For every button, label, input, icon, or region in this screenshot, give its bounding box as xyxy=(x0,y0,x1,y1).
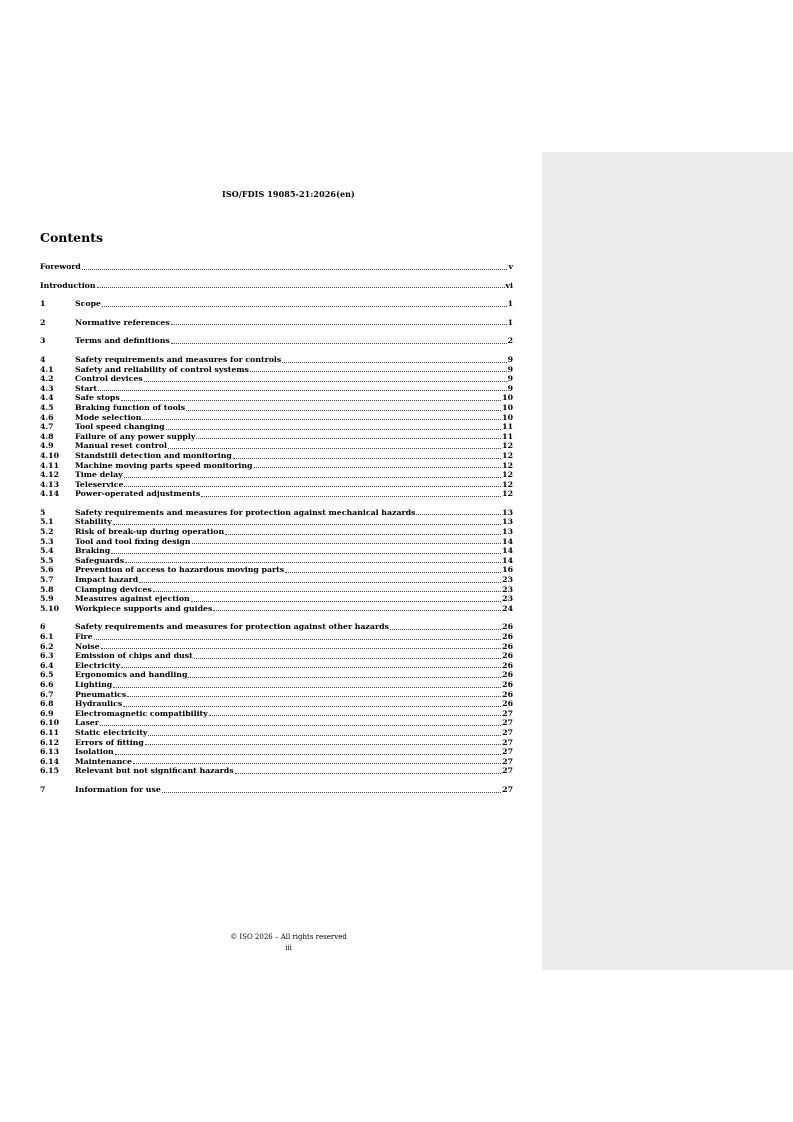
toc-entry-title: Foreword xyxy=(40,262,81,271)
toc-dot-leader xyxy=(171,318,507,325)
toc-entry-title: Maintenance xyxy=(75,756,132,766)
toc-entry-title: Manual reset control xyxy=(75,441,167,451)
toc-entry-title: Emission of chips and dust xyxy=(75,651,193,661)
toc-entry-title: Electromagnetic compatibility xyxy=(75,708,208,718)
toc-dot-leader xyxy=(168,442,501,449)
toc-entry-title: Mode selection xyxy=(75,412,142,422)
contents-title: Contents xyxy=(40,230,104,245)
toc-entry[interactable] xyxy=(40,690,513,700)
toc-entry-title: Isolation xyxy=(75,747,114,757)
toc-entry[interactable] xyxy=(40,336,513,346)
toc-entry-number: 4.13 xyxy=(40,479,59,489)
comment-pane xyxy=(542,152,793,970)
toc-entry-page: 27 xyxy=(502,708,513,718)
toc-entry-page: 24 xyxy=(502,603,513,613)
toc-entry-number: 6.9 xyxy=(40,708,54,718)
toc-entry[interactable] xyxy=(40,422,513,432)
toc-entry-page: 26 xyxy=(502,699,513,709)
toc-entry[interactable] xyxy=(40,604,513,614)
toc-entry-title: Clamping devices xyxy=(75,584,152,594)
toc-entry-title: Stability xyxy=(75,517,112,527)
toc-dot-leader xyxy=(101,642,502,649)
toc-entry-number: 6.4 xyxy=(40,660,54,670)
toc-entry[interactable] xyxy=(40,785,513,795)
toc-entry-number: 4.12 xyxy=(40,470,59,480)
toc-dot-leader xyxy=(225,528,501,535)
toc-dot-leader xyxy=(166,423,502,430)
toc-entry-page: 23 xyxy=(502,575,513,585)
toc-dot-leader xyxy=(145,738,501,745)
toc-entry[interactable] xyxy=(40,594,513,604)
toc-dot-leader xyxy=(121,394,501,401)
toc-entry-number: 6.5 xyxy=(40,670,54,680)
toc-entry[interactable] xyxy=(40,432,513,442)
toc-dot-leader xyxy=(124,471,501,478)
toc-entry-title: Impact hazard xyxy=(75,575,139,585)
toc-entry-page: 26 xyxy=(502,670,513,680)
toc-entry-number: 6.3 xyxy=(40,651,54,661)
toc-entry-number: 4.3 xyxy=(40,383,54,393)
toc-entry-title: Tool speed changing xyxy=(75,422,165,432)
toc-entry-number: 5.1 xyxy=(40,517,54,527)
toc-entry-page: 12 xyxy=(502,460,513,470)
toc-dot-leader xyxy=(186,404,501,411)
toc-entry-page: 26 xyxy=(502,651,513,661)
toc-entry-page: 1 xyxy=(507,299,513,309)
toc-entry-number: 6.13 xyxy=(40,747,59,757)
toc-entry[interactable] xyxy=(40,441,513,451)
toc-entry-page: 14 xyxy=(502,546,513,556)
toc-spacer xyxy=(40,309,513,318)
toc-entry[interactable] xyxy=(40,508,513,518)
toc-entry[interactable] xyxy=(40,489,513,499)
toc-entry-number: 5.5 xyxy=(40,555,54,565)
toc-dot-leader xyxy=(194,652,501,659)
toc-entry-title: Safe stops xyxy=(75,393,120,403)
toc-entry[interactable] xyxy=(40,470,513,480)
toc-entry-title: Pneumatics xyxy=(75,689,127,699)
toc-entry[interactable] xyxy=(40,738,513,748)
toc-dot-leader xyxy=(191,595,501,602)
page-footer xyxy=(40,932,537,954)
toc-entry[interactable] xyxy=(40,262,513,272)
toc-entry[interactable] xyxy=(40,766,513,776)
toc-entry-title: Prevention of access to hazardous moving parts xyxy=(75,565,285,575)
toc-dot-leader xyxy=(148,729,501,736)
toc-dot-leader xyxy=(192,537,502,544)
toc-entry-number: 4 xyxy=(40,354,46,364)
toc-entry-page: 2 xyxy=(507,336,513,346)
toc-spacer xyxy=(40,346,513,355)
toc-entry-title: Safety requirements and measures for controls xyxy=(75,354,282,364)
toc-dot-leader xyxy=(250,365,507,372)
toc-entry[interactable] xyxy=(40,747,513,757)
toc-entry[interactable] xyxy=(40,585,513,595)
toc-entry[interactable] xyxy=(40,403,513,413)
page-number: iii xyxy=(285,944,292,952)
toc-entry[interactable] xyxy=(40,575,513,585)
toc-entry-page: 13 xyxy=(502,507,513,517)
toc-entry[interactable] xyxy=(40,670,513,680)
toc-entry[interactable] xyxy=(40,699,513,709)
toc-dot-leader xyxy=(125,556,501,563)
toc-entry-number: 6.1 xyxy=(40,632,54,641)
toc-entry-number: 4.5 xyxy=(40,402,54,412)
table-of-contents xyxy=(40,262,513,795)
toc-entry-title: Terms and definitions xyxy=(75,336,170,346)
toc-dot-leader xyxy=(201,490,501,497)
toc-entry-title: Noise xyxy=(75,641,100,651)
toc-entry-page: 27 xyxy=(502,766,513,776)
toc-entry-title: Control devices xyxy=(75,374,143,384)
toc-entry-number: 5.10 xyxy=(40,603,59,613)
toc-entry-number: 6.14 xyxy=(40,756,59,766)
toc-entry-page: 26 xyxy=(502,641,513,651)
toc-entry-page: 23 xyxy=(502,594,513,604)
toc-dot-leader xyxy=(82,263,508,270)
toc-entry-page: 1 xyxy=(507,317,513,327)
toc-entry-page: 16 xyxy=(502,565,513,575)
toc-entry-page: 23 xyxy=(502,584,513,594)
toc-entry-title: Workpiece supports and guides xyxy=(75,603,213,613)
toc-entry-title: Risk of break-up during operation xyxy=(75,527,225,537)
toc-entry[interactable] xyxy=(40,281,513,291)
toc-spacer xyxy=(40,327,513,336)
toc-entry-number: 4.8 xyxy=(40,431,54,441)
toc-entry[interactable] xyxy=(40,299,513,309)
toc-dot-leader xyxy=(97,281,505,288)
toc-entry-number: 5.6 xyxy=(40,565,54,575)
toc-entry[interactable] xyxy=(40,556,513,566)
toc-entry-page: 12 xyxy=(502,489,513,499)
toc-entry-title: Power-operated adjustments xyxy=(75,489,201,499)
toc-entry[interactable] xyxy=(40,537,513,547)
toc-dot-leader xyxy=(100,719,501,726)
toc-entry-title: Failure of any power supply xyxy=(75,431,196,441)
toc-dot-leader xyxy=(115,748,501,755)
toc-entry-number: 4.7 xyxy=(40,422,54,432)
toc-entry[interactable] xyxy=(40,661,513,671)
toc-entry-page: 27 xyxy=(502,727,513,737)
toc-dot-leader xyxy=(233,452,501,459)
toc-entry-number: 4.11 xyxy=(40,460,59,470)
toc-entry-page: 14 xyxy=(502,536,513,546)
toc-entry-number: 5.2 xyxy=(40,527,54,537)
toc-entry-page: 12 xyxy=(502,479,513,489)
toc-entry-title: Standstill detection and monitoring xyxy=(75,450,232,460)
toc-entry-title: Static electricity xyxy=(75,727,148,737)
toc-entry-title: Teleservice xyxy=(75,479,124,489)
toc-dot-leader xyxy=(133,757,501,764)
toc-entry-page: 27 xyxy=(502,747,513,757)
toc-entry[interactable] xyxy=(40,461,513,471)
toc-entry-page: 13 xyxy=(502,527,513,537)
toc-dot-leader xyxy=(102,300,507,307)
toc-entry[interactable] xyxy=(40,413,513,423)
toc-entry-number: 5.9 xyxy=(40,594,54,604)
toc-entry-page: 11 xyxy=(502,422,513,432)
toc-entry-title: Normative references xyxy=(75,317,170,327)
toc-dot-leader xyxy=(113,518,501,525)
toc-dot-leader xyxy=(209,709,501,716)
toc-entry-title: Braking xyxy=(75,546,111,556)
toc-entry-title: Electricity xyxy=(75,660,121,670)
toc-entry[interactable] xyxy=(40,318,513,328)
toc-entry-number: 6.6 xyxy=(40,679,54,689)
toc-entry[interactable] xyxy=(40,384,513,394)
toc-entry[interactable] xyxy=(40,709,513,719)
toc-dot-leader xyxy=(111,547,501,554)
toc-entry[interactable] xyxy=(40,527,513,537)
toc-entry-page: 9 xyxy=(507,383,513,393)
toc-dot-leader xyxy=(121,661,501,668)
toc-dot-leader xyxy=(124,480,501,487)
toc-entry-number: 6.2 xyxy=(40,641,54,651)
toc-entry[interactable] xyxy=(40,728,513,738)
toc-entry-title: Time delay xyxy=(75,470,123,480)
toc-entry-number: 4.2 xyxy=(40,374,54,384)
toc-spacer xyxy=(40,272,513,281)
toc-entry-number: 2 xyxy=(40,317,46,327)
toc-entry[interactable] xyxy=(40,451,513,461)
toc-entry[interactable] xyxy=(40,622,513,632)
toc-entry-page: 27 xyxy=(502,784,513,794)
toc-entry-number: 4.6 xyxy=(40,412,54,422)
toc-dot-leader xyxy=(416,508,501,515)
toc-entry-title: Information for use xyxy=(75,784,161,794)
toc-entry-number: 5.3 xyxy=(40,536,54,546)
toc-entry-title: Measures against ejection xyxy=(75,594,190,604)
toc-entry-page: 10 xyxy=(502,402,513,412)
toc-entry-page: 9 xyxy=(507,374,513,384)
toc-entry-page: 26 xyxy=(502,660,513,670)
toc-entry-number: 6 xyxy=(40,622,46,632)
toc-entry[interactable] xyxy=(40,517,513,527)
toc-entry-number: 6.8 xyxy=(40,699,54,709)
toc-entry[interactable] xyxy=(40,757,513,767)
toc-entry-title: Ergonomics and handling xyxy=(75,670,188,680)
toc-entry-number: 4.1 xyxy=(40,364,54,374)
toc-entry[interactable] xyxy=(40,565,513,575)
toc-dot-leader xyxy=(162,786,501,793)
toc-entry[interactable] xyxy=(40,546,513,556)
toc-dot-leader xyxy=(196,432,501,439)
toc-entry[interactable] xyxy=(40,651,513,661)
toc-spacer xyxy=(40,776,513,785)
toc-entry-page: 12 xyxy=(502,441,513,451)
toc-entry-page: 9 xyxy=(507,364,513,374)
toc-dot-leader xyxy=(235,767,502,774)
toc-entry-number: 5.8 xyxy=(40,584,54,594)
toc-entry-title: Scope xyxy=(75,299,101,309)
toc-dot-leader xyxy=(94,633,502,640)
toc-dot-leader xyxy=(188,671,501,678)
toc-entry-number: 4.14 xyxy=(40,489,59,499)
copyright-notice: © ISO 2026 – All rights reserved xyxy=(230,933,347,941)
toc-entry-page: 12 xyxy=(502,450,513,460)
toc-entry[interactable] xyxy=(40,718,513,728)
toc-spacer xyxy=(40,290,513,299)
toc-entry-page: 13 xyxy=(502,517,513,527)
toc-entry-page: 26 xyxy=(502,622,513,632)
toc-entry-title: Lighting xyxy=(75,679,113,689)
toc-entry-number: 5.4 xyxy=(40,546,54,556)
toc-spacer xyxy=(40,499,513,508)
toc-entry-number: 6.10 xyxy=(40,718,59,728)
toc-spacer xyxy=(40,613,513,622)
toc-entry-page: 9 xyxy=(507,354,513,364)
toc-entry-page: v xyxy=(508,262,513,271)
toc-entry-number: 4.9 xyxy=(40,441,54,451)
toc-entry-page: 26 xyxy=(502,679,513,689)
toc-dot-leader xyxy=(139,576,501,583)
toc-dot-leader xyxy=(127,690,501,697)
toc-entry[interactable] xyxy=(40,355,513,365)
toc-entry-number: 7 xyxy=(40,784,46,794)
toc-entry-title: Hydraulics xyxy=(75,699,123,709)
toc-entry-page: 26 xyxy=(502,689,513,699)
toc-dot-leader xyxy=(213,604,501,611)
toc-dot-leader xyxy=(254,461,502,468)
toc-entry-title: Introduction xyxy=(40,280,96,290)
toc-dot-leader xyxy=(142,413,501,420)
toc-entry[interactable] xyxy=(40,393,513,403)
toc-entry[interactable] xyxy=(40,480,513,490)
toc-entry-number: 5 xyxy=(40,507,46,517)
toc-entry-number: 5.7 xyxy=(40,575,54,585)
toc-entry-title: Errors of fitting xyxy=(75,737,144,747)
toc-entry[interactable] xyxy=(40,374,513,384)
toc-entry-title: Machine moving parts speed monitoring xyxy=(75,460,253,470)
toc-entry-page: 12 xyxy=(502,470,513,480)
toc-entry-number: 4.4 xyxy=(40,393,54,403)
toc-dot-leader xyxy=(123,700,501,707)
toc-entry-number: 6.12 xyxy=(40,737,59,747)
toc-entry-number: 4.10 xyxy=(40,450,59,460)
toc-entry-title: Safety requirements and measures for protection against other hazards xyxy=(75,622,389,632)
toc-entry-page: 27 xyxy=(502,737,513,747)
toc-entry-title: Relevant but not significant hazards xyxy=(75,766,234,776)
toc-dot-leader xyxy=(282,356,506,363)
toc-entry-number: 1 xyxy=(40,299,46,309)
toc-entry-number: 6.15 xyxy=(40,766,59,776)
toc-entry[interactable] xyxy=(40,680,513,690)
toc-dot-leader xyxy=(153,585,501,592)
toc-dot-leader xyxy=(390,623,501,630)
toc-dot-leader xyxy=(144,375,507,382)
toc-entry-page: 10 xyxy=(502,412,513,422)
toc-entry[interactable] xyxy=(40,365,513,375)
toc-entry-page: vi xyxy=(505,280,513,290)
toc-entry-title: Start xyxy=(75,383,97,393)
toc-dot-leader xyxy=(113,681,501,688)
toc-entry-title: Safety requirements and measures for protection against mechanical hazards xyxy=(75,507,416,517)
toc-entry[interactable] xyxy=(40,642,513,652)
toc-entry-number: 6.11 xyxy=(40,727,59,737)
toc-entry-title: Fire xyxy=(75,632,93,641)
toc-entry-title: Safeguards xyxy=(75,555,125,565)
toc-entry-page: 27 xyxy=(502,718,513,728)
toc-entry-page: 10 xyxy=(502,393,513,403)
toc-entry-page: 27 xyxy=(502,756,513,766)
toc-entry-title: Tool and tool fixing design xyxy=(75,536,191,546)
toc-entry-page: 26 xyxy=(502,632,513,641)
toc-entry-title: Safety and reliability of control systems xyxy=(75,364,249,374)
toc-entry-page: 11 xyxy=(502,431,513,441)
toc-entry-number: 3 xyxy=(40,336,46,346)
toc-entry-page: 14 xyxy=(502,555,513,565)
toc-entry-title: Laser xyxy=(75,718,99,728)
toc-dot-leader xyxy=(98,384,507,391)
toc-entry-title: Braking function of tools xyxy=(75,402,186,412)
toc-entry-number: 6.7 xyxy=(40,689,54,699)
document-header: ISO/FDIS 19085-21:2026(en) xyxy=(222,189,355,199)
toc-dot-leader xyxy=(171,337,507,344)
toc-entry[interactable] xyxy=(40,632,513,642)
toc-dot-leader xyxy=(285,566,501,573)
